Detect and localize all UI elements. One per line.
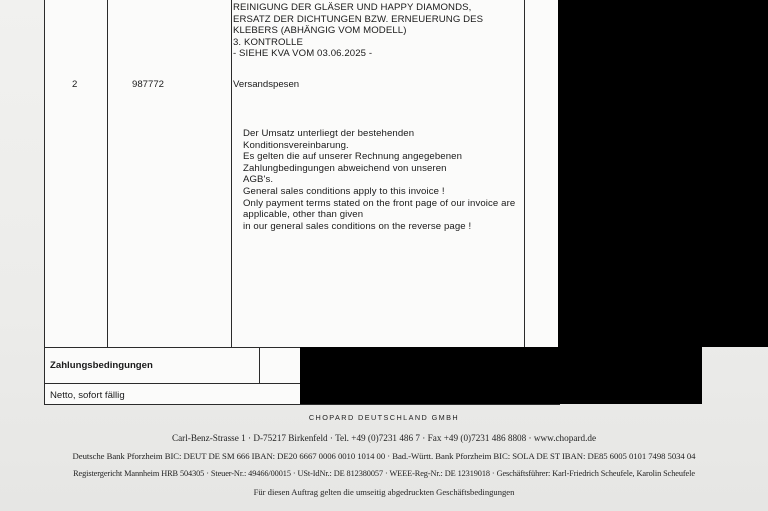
bank-details: Deutsche Bank Pforzheim BIC: DEUT DE SM 666 IBAN: DE20 6667 0006 0010 1014 00 · Bad.-Württ. Bank Pforzheim BIC: SOLA DE ST IBAN: DE85 6005 0101 7498 5034 04	[72, 451, 696, 461]
conditions-notice	[243, 128, 515, 232]
notice-line: Konditionsvereinbarung.	[243, 139, 349, 151]
row-description: Versandspesen	[233, 79, 300, 90]
notice-line: Es gelten die auf unserer Rechnung angegebenen	[243, 151, 463, 163]
terms-notice: Für diesen Auftrag gelten die umseitig abgedruckten Geschäftsbedingungen	[253, 487, 515, 497]
redaction-block	[558, 0, 768, 347]
notice-line: Only payment terms stated on the front page of our invoice are	[243, 197, 516, 209]
description-line: 3. KONTROLLE	[233, 36, 303, 48]
row-position: 2	[72, 79, 78, 90]
description-line: ERSATZ DER DICHTUNGEN BZW. ERNEUERUNG DES	[233, 13, 484, 25]
notice-line: General sales conditions apply to this invoice !	[243, 185, 445, 197]
item-description	[233, 2, 483, 60]
payment-terms-label: Zahlungsbedingungen	[50, 360, 153, 371]
notice-line: in our general sales conditions on the reverse page !	[243, 220, 472, 232]
notice-line: Der Umsatz unterliegt der bestehenden	[243, 128, 415, 139]
company-name: CHOPARD DEUTSCHLAND GMBH	[308, 413, 460, 422]
notice-line: Zahlungbedingungen abweichend von unseren	[243, 162, 447, 174]
invoice-table	[44, 0, 560, 405]
column-divider	[107, 0, 108, 347]
redaction-block	[300, 347, 702, 404]
column-divider	[524, 0, 525, 347]
notice-line: AGB's.	[243, 174, 274, 186]
company-address: Carl-Benz-Strasse 1 · D-75217 Birkenfeld · Tel. +49 (0)7231 486 7 · Fax +49 (0)7231 486 8808 · www.chopard.de	[171, 433, 597, 443]
column-divider	[259, 347, 260, 383]
column-divider	[231, 0, 232, 347]
payment-terms-value: Netto, sofort fällig	[50, 390, 125, 401]
description-line: - SIEHE KVA VOM 03.06.2025 -	[233, 48, 373, 60]
table-divider	[45, 404, 559, 405]
description-line: REINIGUNG DER GLÄSER UND HAPPY DIAMONDS,	[233, 2, 472, 13]
row-article-number: 987772	[131, 79, 164, 90]
registration-details: Registergericht Mannheim HRB 504305 · Steuer-Nr.: 49466/00015 · USt-IdNr.: DE 812380057 · WEEE-Reg-Nr.: DE 12319018 · Geschäftsführer: Karl-Friedrich Scheufele, Karolin Scheufele	[73, 469, 695, 478]
description-line: KLEBERS (ABHÄNGIG VOM MODELL)	[233, 25, 407, 37]
notice-line: applicable, other than given	[243, 209, 364, 221]
